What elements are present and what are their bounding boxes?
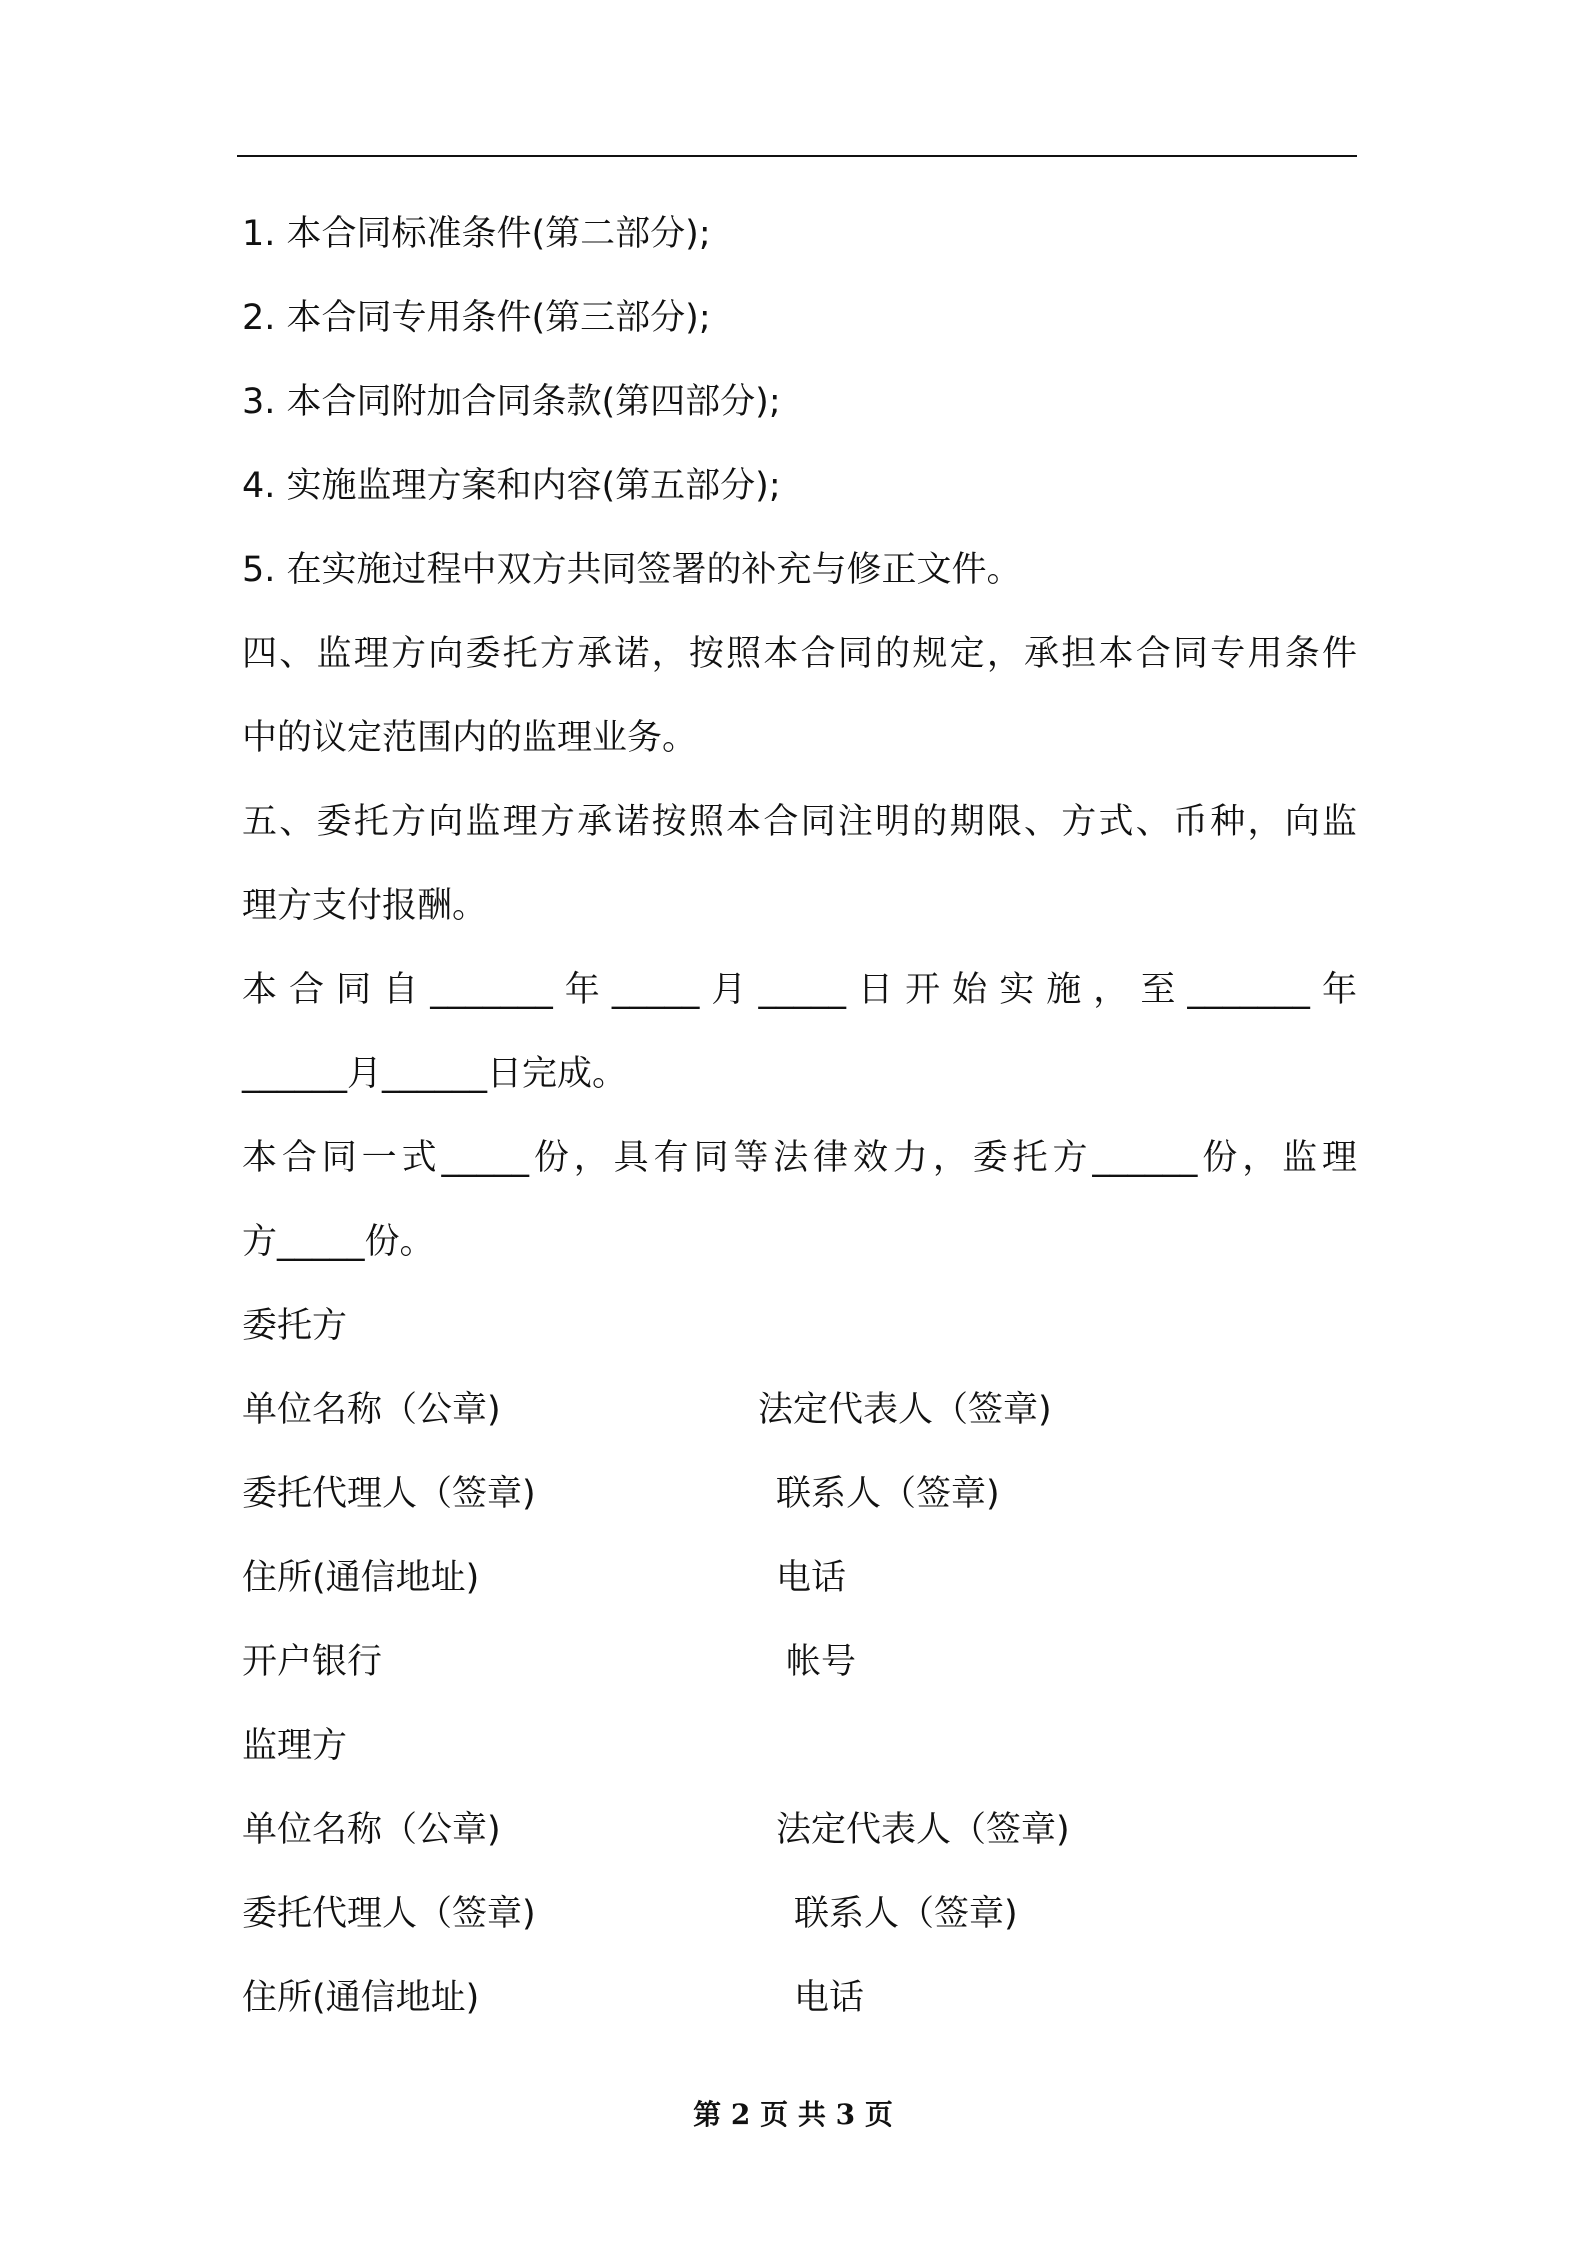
client-row-address: [242, 1536, 1357, 1620]
supervisor-legal-rep-label: 法定代表人（签章): [776, 1810, 1070, 1850]
clause-five-line-2: 理方支付报酬。: [242, 886, 488, 926]
supervisor-row-name: [242, 1788, 1357, 1872]
supervisor-agent-label: 委托代理人（签章): [242, 1894, 536, 1934]
client-row-agent: [242, 1452, 1357, 1536]
copies-line-1: 本合同一式_____份，具有同等法律效力，委托方______份，监理: [242, 1138, 1357, 1178]
clause-five-line-1: 五、委托方向监理方承诺按照本合同注明的期限、方式、币种，向监: [242, 802, 1357, 842]
client-heading: 委托方: [242, 1306, 348, 1346]
supervisor-contact-label: 联系人（签章): [794, 1894, 1018, 1934]
client-phone-label: 电话: [776, 1558, 847, 1598]
supervisor-address-label: 住所(通信地址): [242, 1978, 480, 2018]
client-address-label: 住所(通信地址): [242, 1558, 480, 1598]
list-item: 1. 本合同标准条件(第二部分);: [242, 214, 711, 254]
client-row-name: [242, 1368, 1357, 1452]
term-line-1: 本合同自_______年_____月_____日开始实施，至_______年: [242, 970, 1357, 1010]
supervisor-row-address: [242, 1956, 1357, 2040]
list-item: 3. 本合同附加合同条款(第四部分);: [242, 382, 781, 422]
client-legal-rep-label: 法定代表人（签章): [758, 1390, 1052, 1430]
list-item: 2. 本合同专用条件(第三部分);: [242, 298, 711, 338]
list-item: 5. 在实施过程中双方共同签署的补充与修正文件。: [242, 550, 1022, 590]
client-account-label: 帐号: [786, 1642, 857, 1682]
client-contact-label: 联系人（签章): [776, 1474, 1000, 1514]
supervisor-phone-label: 电话: [794, 1978, 865, 2018]
header-rule: [237, 155, 1357, 157]
document-body: [242, 192, 1357, 2040]
clause-four-line-1: 四、监理方向委托方承诺，按照本合同的规定，承担本合同专用条件: [242, 634, 1357, 674]
client-bank-label: 开户银行: [242, 1642, 383, 1682]
supervisor-unit-name-label: 单位名称（公章): [242, 1810, 501, 1850]
client-unit-name-label: 单位名称（公章): [242, 1390, 501, 1430]
list-item: 4. 实施监理方案和内容(第五部分);: [242, 466, 781, 506]
term-line-2: ______月______日完成。: [242, 1054, 628, 1094]
supervisor-row-agent: [242, 1872, 1357, 1956]
clause-four-line-2: 中的议定范围内的监理业务。: [242, 718, 698, 758]
copies-line-2: 方_____份。: [242, 1222, 435, 1262]
client-agent-label: 委托代理人（签章): [242, 1474, 536, 1514]
client-row-bank: [242, 1620, 1357, 1704]
page-number: 第 2 页 共 3 页: [693, 2098, 893, 2131]
supervisor-heading: 监理方: [242, 1726, 348, 1766]
